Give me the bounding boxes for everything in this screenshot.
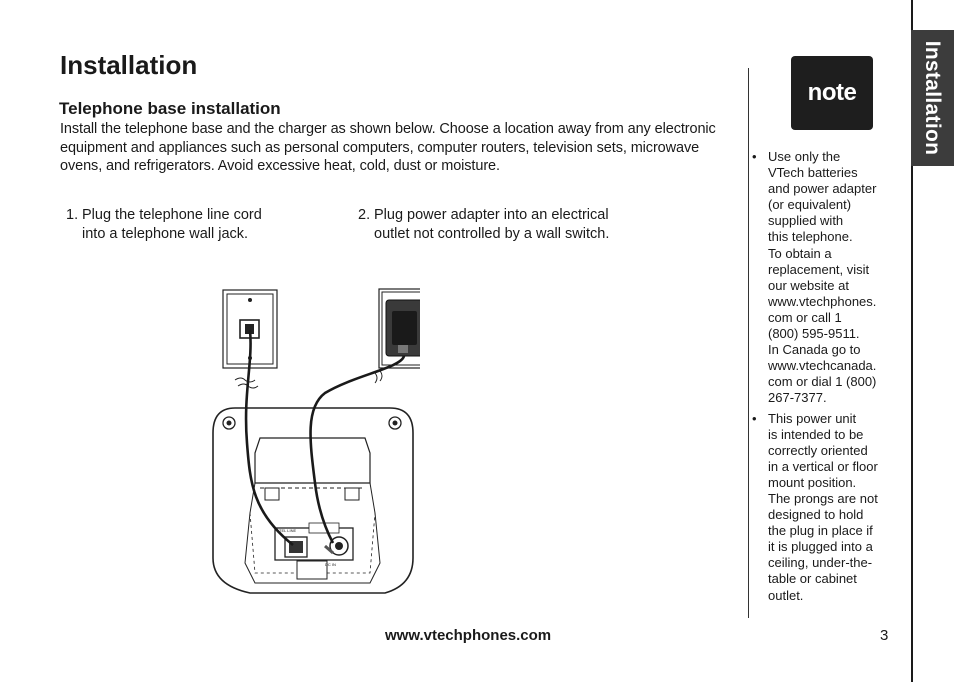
step-text-line-2: into a telephone wall jack. — [82, 225, 249, 242]
column-divider — [748, 68, 749, 618]
bullet: • — [752, 149, 757, 164]
step-text-line-1: Plug the telephone line cord — [82, 207, 262, 223]
note-text: Use only the VTech batteries and power adapter (or equivalent) supplied with this telephone. To obtain a replacement, visit our website at www.vtechphones. com or call 1 (800) 595-9511. In Canada go to www.vtechcanada. com or dial 1 (800) 267-7377. — [768, 149, 877, 406]
installation-diagram — [205, 283, 420, 601]
step-number: 2. — [358, 207, 371, 223]
section-tab-label: Installation — [921, 40, 944, 156]
footer-url: www.vtechphones.com — [385, 627, 552, 644]
note-badge-label: note — [807, 79, 857, 106]
step-text-line-2: outlet not controlled by a wall switch. — [374, 225, 610, 242]
telephone-base-icon — [213, 408, 413, 593]
dc-in-label: DC IN — [325, 562, 336, 567]
step-text-line-1: Plug power adapter into an electrical — [374, 207, 609, 223]
page-number: 3 — [880, 627, 889, 644]
bullet: • — [752, 410, 757, 426]
section-title: Telephone base installation — [59, 99, 281, 118]
page-title: Installation — [60, 50, 198, 80]
power-adapter-icon — [379, 289, 420, 368]
list-item — [752, 149, 902, 407]
step-number: 1. — [66, 207, 79, 223]
section-tab — [911, 30, 954, 166]
note-list — [752, 149, 902, 608]
note-text: This power unit is intended to be correctly oriented in a vertical or floor mount position. The prongs are not designed to hold the plug in place if it is plugged into a ceiling, under-the- table or cabinet outlet. — [768, 410, 878, 603]
tel-line-label: TEL LINE — [279, 528, 297, 533]
list-item — [752, 411, 902, 604]
step-2 — [358, 206, 658, 243]
intro-paragraph: Install the telephone base and the charger as shown below. Choose a location away from any electronic equipment and appliances such as personal computers, computer routers, television sets, microwave ovens, and refrigerators. Avoid excessive heat, cold, dust or moisture. — [60, 121, 716, 174]
step-1 — [66, 206, 326, 243]
note-badge — [791, 56, 873, 130]
